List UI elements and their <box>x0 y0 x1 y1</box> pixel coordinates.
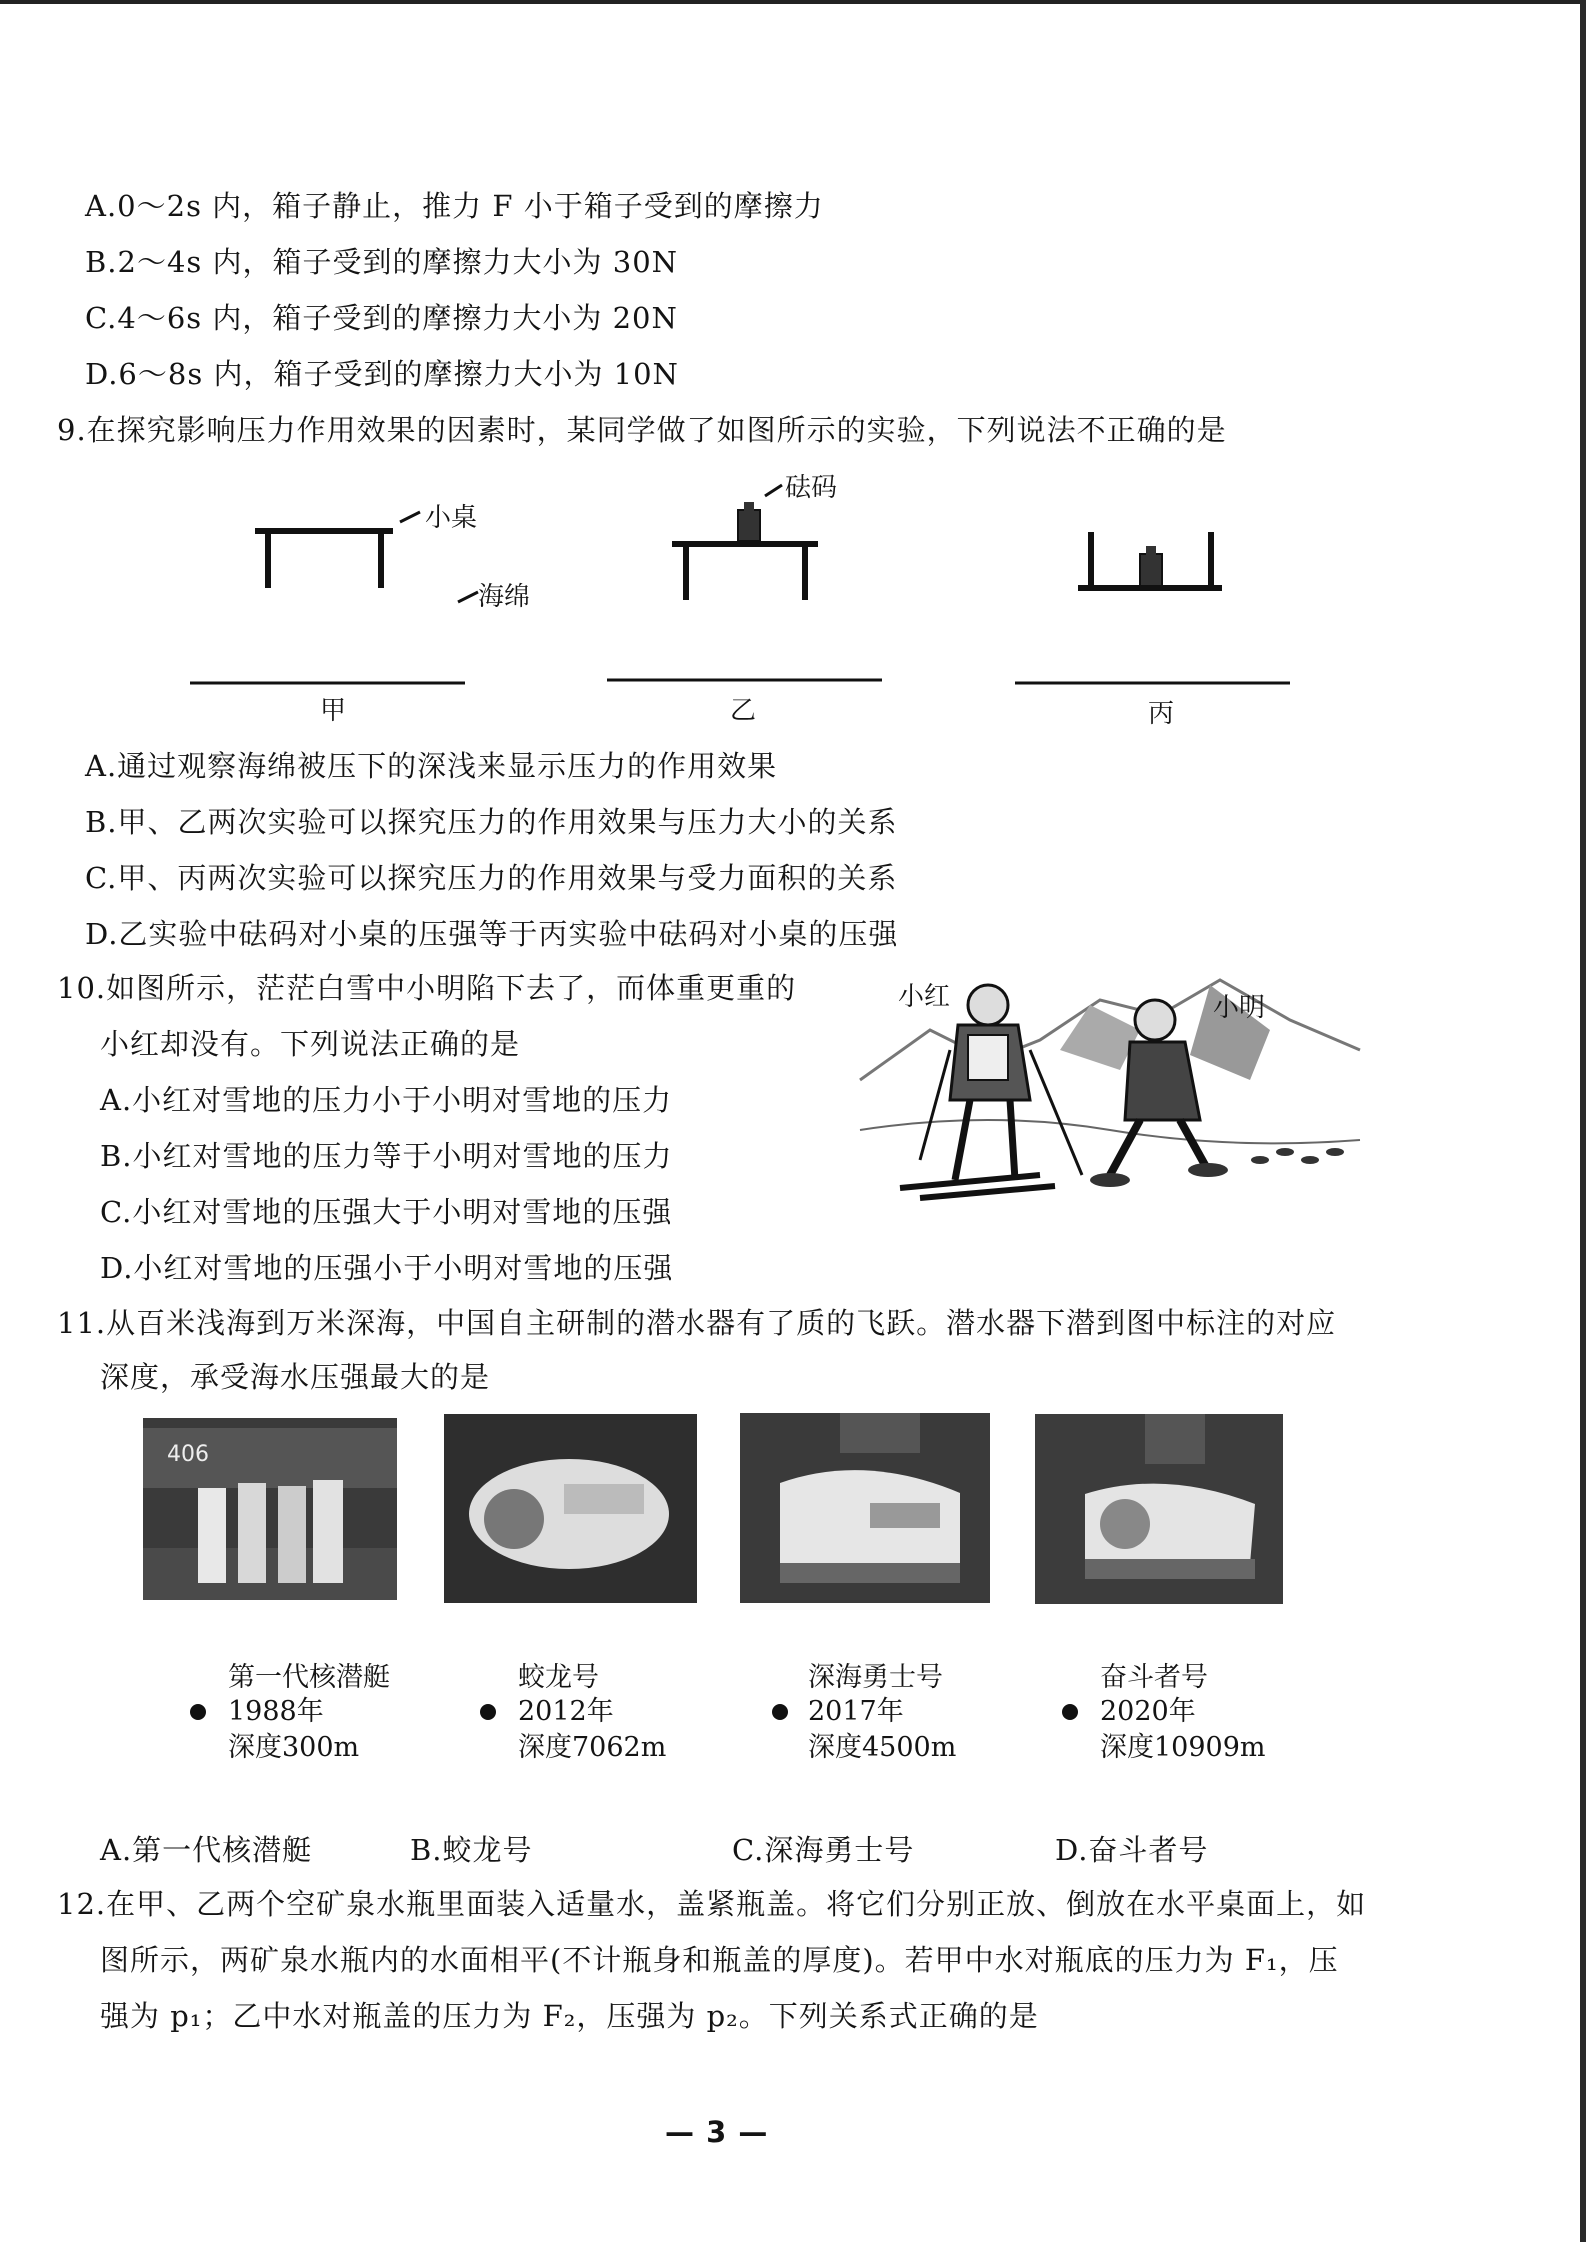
q11-option-b: B.蛟龙号 <box>410 1833 533 1867</box>
q11-stem-line2: 深度，承受海水压强最大的是 <box>100 1360 491 1394</box>
sub-4-bullet <box>1062 1704 1078 1720</box>
figure-yi-table <box>672 544 818 600</box>
sub-3-name: 深海勇士号 <box>808 1662 943 1693</box>
label-sponge: 海绵 <box>478 582 531 612</box>
sub-1-depth: 深度300m <box>228 1732 360 1763</box>
label-xiaoming: 小明 <box>1213 993 1266 1023</box>
label-xiaohong: 小红 <box>898 982 951 1012</box>
footprints <box>1251 1148 1344 1164</box>
q11-option-a: A.第一代核潜艇 <box>100 1833 313 1867</box>
leader-sponge <box>458 592 478 602</box>
sub-2-bullet <box>480 1704 496 1720</box>
sub-3-depth: 深度4500m <box>808 1732 957 1763</box>
q11-option-c: C.深海勇士号 <box>732 1833 915 1867</box>
label-yi: 乙 <box>730 696 757 726</box>
label-table: 小桌 <box>425 503 478 533</box>
label-bing: 丙 <box>1148 699 1175 729</box>
q9-option-d: D.乙实验中砝码对小桌的压强等于丙实验中砝码对小桌的压强 <box>85 917 899 951</box>
leader-weight <box>765 485 782 496</box>
q10-option-a: A.小红对雪地的压力小于小明对雪地的压力 <box>100 1083 673 1117</box>
q9-option-b: B.甲、乙两次实验可以探究压力的作用效果与压力大小的关系 <box>85 805 898 839</box>
q10-option-d: D.小红对雪地的压强小于小明对雪地的压强 <box>100 1251 674 1285</box>
photo-shenhai-yongshi <box>740 1413 990 1603</box>
q12-line1: 12.在甲、乙两个空矿泉水瓶里面装入适量水，盖紧瓶盖。将它们分别正放、倒放在水平桌面上，如 <box>57 1887 1367 1921</box>
sub-3-bullet <box>772 1704 788 1720</box>
q8-option-d: D.6～8s 内，箱子受到的摩擦力大小为 10N <box>85 357 679 391</box>
q11-option-d: D.奋斗者号 <box>1055 1833 1209 1867</box>
q9-option-c: C.甲、丙两次实验可以探究压力的作用效果与受力面积的关系 <box>85 861 898 895</box>
q11-stem-line1: 11.从百米浅海到万米深海，中国自主研制的潜水器有了质的飞跃。潜水器下潜到图中标注的对应 <box>57 1306 1337 1340</box>
sub-4-year: 2020年 <box>1100 1696 1196 1727</box>
sub-3-year: 2017年 <box>808 1696 904 1727</box>
sub-4-name: 奋斗者号 <box>1100 1662 1208 1693</box>
q8-option-b: B.2～4s 内，箱子受到的摩擦力大小为 30N <box>85 245 679 279</box>
sub-1-name: 第一代核潜艇 <box>228 1662 390 1693</box>
sub-4-depth: 深度10909m <box>1100 1732 1266 1763</box>
q9-option-a: A.通过观察海绵被压下的深浅来显示压力的作用效果 <box>85 749 778 783</box>
page-number: — 3 — <box>665 2115 769 2149</box>
q10-stem-line2: 小红却没有。下列说法正确的是 <box>100 1027 521 1061</box>
sub-1-bullet <box>190 1704 206 1720</box>
q10-option-b: B.小红对雪地的压力等于小明对雪地的压力 <box>100 1139 673 1173</box>
photo-jiaolong <box>444 1414 697 1603</box>
sub-2-name: 蛟龙号 <box>518 1662 599 1693</box>
figure-bing-weight <box>1140 546 1162 586</box>
q10-stem-line1: 10.如图所示，茫茫白雪中小明陷下去了，而体重更重的 <box>57 971 797 1005</box>
q12-line2: 图所示，两矿泉水瓶内的水面相平(不计瓶身和瓶盖的厚度)。若甲中水对瓶底的压力为 F₁，压 <box>100 1943 1339 1977</box>
xiaohong-figure <box>900 985 1082 1198</box>
sub-2-year: 2012年 <box>518 1696 614 1727</box>
q8-option-c: C.4～6s 内，箱子受到的摩擦力大小为 20N <box>85 301 678 335</box>
leader-table <box>400 512 420 522</box>
q12-line3: 强为 p₁；乙中水对瓶盖的压力为 F₂，压强为 p₂。下列关系式正确的是 <box>100 1999 1039 2033</box>
label-weight: 砝码 <box>785 473 838 503</box>
q9-stem: 9.在探究影响压力作用效果的因素时，某同学做了如图所示的实验，下列说法不正确的是 <box>57 413 1227 447</box>
photo-nuclear-submarine <box>143 1418 397 1600</box>
photo-hull-number: 406 <box>167 1442 209 1467</box>
figure-jia-table <box>255 531 393 588</box>
scan-border-top <box>0 0 1586 4</box>
photo-fendouzhe <box>1035 1414 1283 1604</box>
q8-option-a: A.0～2s 内，箱子静止，推力 F 小于箱子受到的摩擦力 <box>85 189 824 223</box>
scan-border-right <box>1580 0 1586 2242</box>
label-jia: 甲 <box>320 696 347 726</box>
q10-option-c: C.小红对雪地的压强大于小明对雪地的压强 <box>100 1195 673 1229</box>
figure-yi-weight <box>738 502 760 541</box>
sub-1-year: 1988年 <box>228 1696 324 1727</box>
sub-2-depth: 深度7062m <box>518 1732 667 1763</box>
